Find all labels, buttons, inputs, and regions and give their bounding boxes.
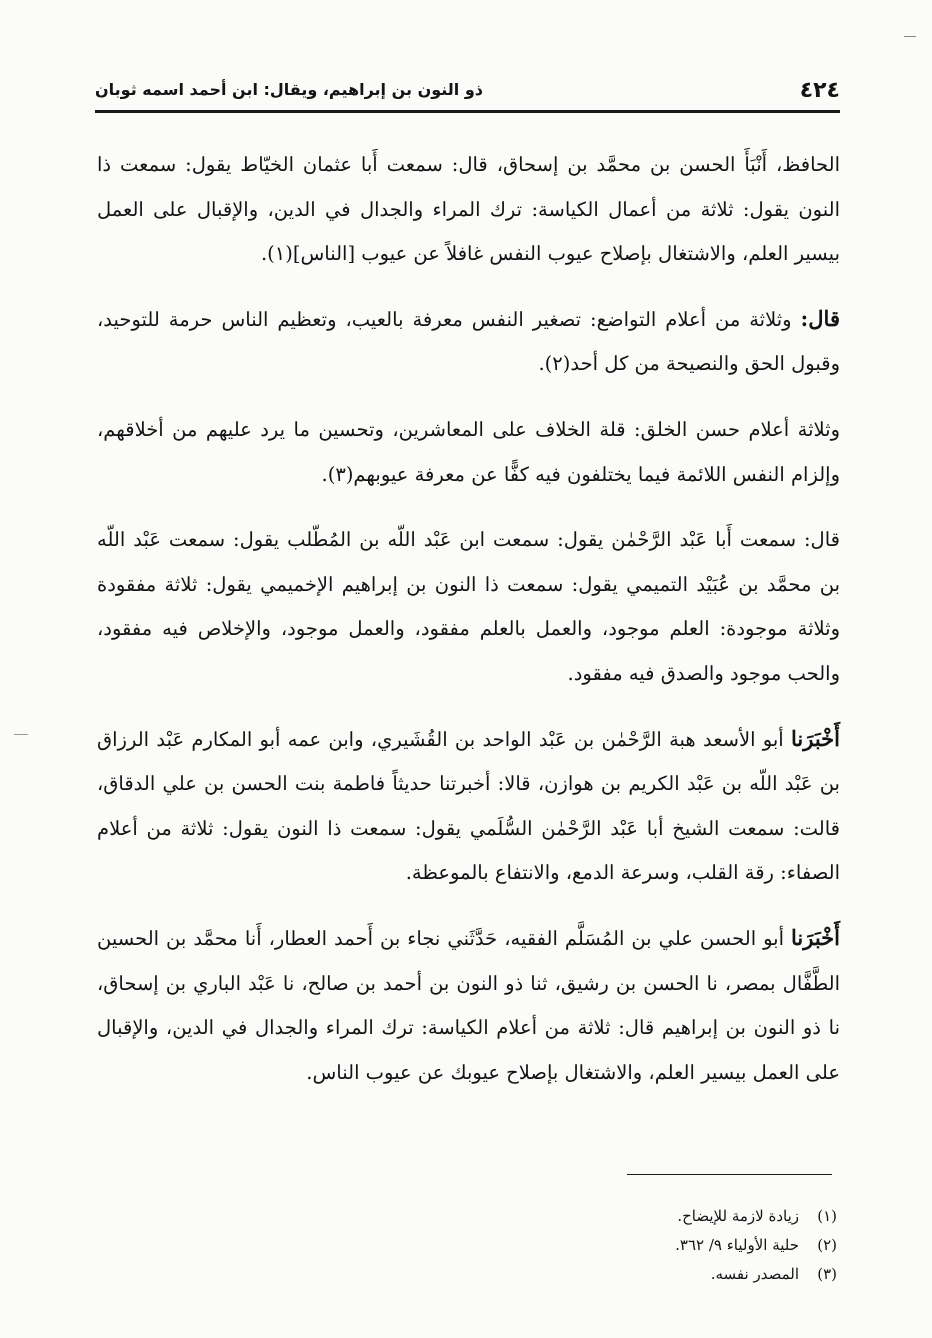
paragraph bbox=[97, 916, 840, 1095]
footnote-number: (٢) bbox=[817, 1236, 837, 1254]
margin-mark bbox=[14, 734, 28, 735]
paragraph-text: قال: سمعت أَبا عَبْد الرَّحْمٰن يقول: سمعت ابن عَبْد اللّه بن المُطّلب يقول: سمعت عَبْد اللّه بن محمَّد بن عُبَيْد التميمي يقول: سمعت ذا النون بن إبراهيم الإخميمي يقول: ثلاثة مفقودة وثلاثة موجودة: العلم موجود، والعمل بالعلم مفقود، والعمل موجود، والإخلاص فيه مفقود، والحب موجود والصدق فيه مفقود. bbox=[97, 528, 840, 685]
page-header bbox=[95, 76, 840, 113]
paragraph bbox=[97, 142, 840, 277]
footnote-number: (١) bbox=[817, 1207, 837, 1225]
footnote bbox=[337, 1260, 837, 1289]
footnote-text: زيادة لازمة للإيضاح. bbox=[677, 1207, 799, 1225]
paragraph-lead: قال: bbox=[800, 305, 840, 331]
footnote-number: (٣) bbox=[817, 1265, 837, 1283]
paragraph-lead: أَخْبَرَنا bbox=[791, 725, 840, 751]
footnote bbox=[337, 1231, 837, 1260]
paragraph-text: وثلاثة أعلام حسن الخلق: قلة الخلاف على المعاشرين، وتحسين ما يرد عليهم من أخلاقهم، وإلزام النفس اللائمة فيما يختلفون فيه كفًّا عن معرفة عيوبهم(٣). bbox=[97, 417, 840, 486]
paragraph bbox=[97, 297, 840, 387]
running-head: ذو النون بن إبراهيم، ويقال: ابن أحمد اسمه ثوبان bbox=[95, 80, 484, 99]
footnote-text: حلية الأولياء ٩/ ٣٦٢. bbox=[675, 1236, 799, 1254]
page-number: ٤٢٤ bbox=[799, 78, 840, 103]
footnotes bbox=[337, 1202, 837, 1289]
paragraph-lead: أَخْبَرَنا bbox=[791, 924, 840, 950]
footnote bbox=[337, 1202, 837, 1231]
paragraph-text: وثلاثة من أعلام التواضع: تصغير النفس معرفة بالعيب، وتعظيم الناس حرمة للتوحيد، وقبول الحق والنصيحة من كل أحد(٢). bbox=[97, 307, 840, 376]
paragraph bbox=[97, 717, 840, 896]
footnote-divider bbox=[627, 1174, 832, 1175]
paragraph bbox=[97, 407, 840, 497]
main-text bbox=[97, 142, 840, 1115]
paragraph-text: الحافظ، أَنْبَأَ الحسن بن محمَّد بن إسحاق، قال: سمعت أَبا عثمان الخيّاط يقول: سمعت ذا النون يقول: ثلاثة من أعمال الكياسة: ترك المراء والجدال في الدين، والإقبال على العمل بيسير العلم، والاشتغال بإصلاح عيوب النفس غافلاً عن عيوب [الناس](١). bbox=[97, 153, 840, 266]
paragraph bbox=[97, 517, 840, 696]
paragraph-text: أبو الأسعد هبة الرَّحْمٰن بن عَبْد الواحد بن القُشَيري، وابن عمه أبو المكارم عَبْد الرزاق بن عَبْد اللّه بن عَبْد الكريم بن هوازن، قالا: أخبرتنا حديثاً فاطمة بنت الحسن بن علي الدقاق، قالت: سمعت الشيخ أبا عَبْد الرَّحْمٰن السُّلَمي يقول: سمعت ذا النون يقول: ثلاثة من أعلام الصفاء: رقة القلب، وسرعة الدمع، والانتفاع بالموعظة. bbox=[97, 727, 840, 885]
paragraph-text: أبو الحسن علي بن المُسَلَّم الفقيه، حَدَّثَني نجاء بن أَحمد العطار، أَنا محمَّد بن الحسين الطَّفَّال بمصر، نا الحسن بن رشيق، ثنا ذو النون بن أحمد بن صالح، نا عَبْد الباري بن إسحاق، نا ذو النون بن إبراهيم قال: ثلاثة من أعلام الكياسة: ترك المراء والجدال في الدين، والإقبال على العمل بيسير العلم، والاشتغال بإصلاح عيوبك عن عيوب الناس. bbox=[97, 926, 840, 1084]
margin-mark bbox=[904, 36, 916, 37]
footnote-text: المصدر نفسه. bbox=[710, 1265, 799, 1283]
